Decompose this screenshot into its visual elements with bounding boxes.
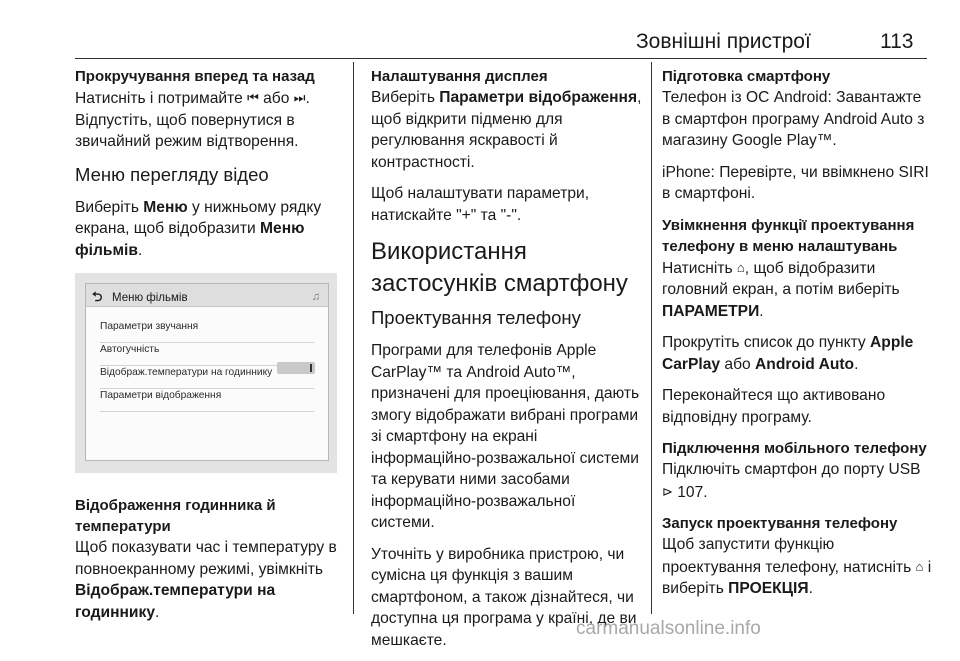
display-paragraph bbox=[371, 87, 643, 173]
start-text-pre: Щоб запустити функцію проектування телефону, натисніть bbox=[662, 536, 916, 576]
start-text-mid: і виберіть bbox=[662, 558, 932, 597]
video-text-end: . bbox=[137, 241, 143, 259]
page-number: 113 bbox=[880, 30, 914, 53]
clock-text-pre: Щоб показувати час і температуру в повноекранному режимі, увімкніть bbox=[75, 539, 337, 578]
video-text-pre: Виберіть bbox=[75, 198, 144, 216]
menu-item-clock-temperature[interactable]: Відображ.температури на годиннику bbox=[100, 362, 314, 389]
video-menu-paragraph bbox=[75, 197, 347, 262]
movie-menu-screenshot bbox=[75, 273, 337, 473]
heading-phone-projection: Проектування телефону bbox=[371, 307, 581, 328]
nav-text-pre: Натисніть і потримайте bbox=[75, 90, 248, 107]
page-reference-icon: ⊳ bbox=[662, 483, 673, 499]
screen-title-bar bbox=[86, 284, 328, 307]
menu-item-auto-volume[interactable]: Автогучність bbox=[100, 339, 314, 366]
enable-text-pre: Натисніть bbox=[662, 259, 737, 277]
video-bold-movie-menu: Меню фільмів bbox=[75, 220, 305, 259]
header-rule bbox=[75, 58, 927, 59]
projection-paragraph-2: Уточніть у виробника пристрою, чи сумісна ця функція з вашим смартфоном, а також дізнайтеся, чи доступна ця програма у країні, де ви мешкаєте. bbox=[371, 545, 637, 649]
scroll-text-end: . bbox=[854, 355, 859, 373]
video-text-mid: у нижньому рядку екрана, щоб відобразити bbox=[75, 198, 322, 237]
menu-item-display-settings[interactable]: Параметри відображення bbox=[100, 385, 314, 412]
enable-paragraph-2 bbox=[662, 332, 932, 375]
clock-paragraph bbox=[75, 537, 347, 623]
home-icon: ⌂ bbox=[736, 259, 745, 275]
enable-text-end: . bbox=[759, 302, 764, 320]
next-track-icon: ⏭ bbox=[293, 90, 306, 105]
start-bold-projection: ПРОЕКЦІЯ bbox=[728, 580, 809, 597]
enable-paragraph-1 bbox=[662, 257, 932, 323]
menu-item-sound-settings[interactable]: Параметри звучання bbox=[100, 316, 314, 343]
back-icon[interactable]: ⮌ bbox=[92, 289, 103, 304]
heading-smartphone-apps: Використання застосунків смартфону bbox=[371, 238, 628, 297]
heading-prepare-smartphone: Підготовка смартфону bbox=[662, 68, 831, 85]
bold-android-auto: Android Auto bbox=[755, 355, 855, 373]
display-text-pre: Виберіть bbox=[371, 89, 440, 106]
heading-connect-phone: Підключення мобільного телефону bbox=[662, 440, 927, 457]
display-bold-option: Параметри відображення bbox=[439, 89, 638, 106]
left-column bbox=[75, 66, 347, 633]
clock-bold-option: Відображ.температури на годиннику bbox=[75, 582, 276, 621]
prepare-paragraph-2: iPhone: Перевірте, чи ввімкнено SIRI в смартфоні. bbox=[662, 163, 929, 202]
column-divider-2 bbox=[651, 62, 652, 614]
page-header-title: Зовнішні пристрої bbox=[636, 30, 811, 53]
heading-start-projection: Запуск проектування телефону bbox=[662, 515, 898, 532]
toggle-switch[interactable] bbox=[277, 362, 315, 374]
connect-text-pre: Підключіть смартфон до порту USB bbox=[662, 461, 921, 478]
infotainment-screen bbox=[85, 283, 329, 461]
heading-display-settings: Налаштування дисплея bbox=[371, 68, 548, 85]
column-divider-1 bbox=[353, 62, 354, 614]
music-note-icon: ♫ bbox=[311, 291, 320, 303]
heading-navigation: Прокручування вперед та назад bbox=[75, 68, 315, 85]
enable-text-mid: , щоб відобразити головний екран, а потім виберіть bbox=[662, 259, 900, 298]
right-column bbox=[662, 66, 932, 610]
previous-track-icon: ⏮ bbox=[247, 90, 259, 105]
toggle-knob bbox=[310, 364, 312, 372]
heading-enable-projection: Увімкнення функції проектування телефону в меню налаштувань bbox=[662, 216, 915, 255]
start-paragraph bbox=[662, 534, 932, 600]
middle-column bbox=[371, 66, 643, 661]
screen-title: Меню фільмів bbox=[112, 292, 188, 304]
clock-text-end: . bbox=[155, 603, 160, 621]
connect-page-number: 107. bbox=[672, 483, 708, 501]
display-text-end: , щоб відкрити підменю для регулювання яскравості й контрастності. bbox=[371, 89, 642, 171]
heading-clock-temperature: Відображення годинника й температури bbox=[75, 497, 276, 535]
bold-apple-carplay: Apple CarPlay bbox=[662, 334, 914, 373]
watermark: carmanualsonline.info bbox=[576, 618, 761, 639]
prepare-paragraph-1: Телефон із ОС Android: Завантажте в смартфон програму Android Auto з магазину Google Play™. bbox=[662, 89, 925, 149]
nav-text-or: або bbox=[258, 90, 294, 107]
projection-paragraph-1: Програми для телефонів Apple CarPlay™ та Android Auto™, призначені для проеціювання, дають змогу відображати вибрані програми зі смартфону на екрані інформаційно-розважальної системи та керувати ними засобами інформаційно-розважальної системи. bbox=[371, 342, 640, 531]
enable-bold-settings: ПАРАМЕТРИ bbox=[662, 302, 760, 320]
video-bold-menu: Меню bbox=[143, 198, 188, 216]
display-paragraph-2: Щоб налаштувати параметри, натискайте "+" та "-". bbox=[371, 185, 590, 224]
nav-text-line2: Відпустіть, щоб повернутися в звичайний режим відтворення. bbox=[75, 111, 299, 150]
scroll-text-pre: Прокрутіть список до пункту bbox=[662, 334, 871, 351]
navigation-paragraph bbox=[75, 87, 347, 153]
scroll-text-or: або bbox=[720, 355, 756, 373]
connect-paragraph bbox=[662, 459, 932, 503]
home-icon-2: ⌂ bbox=[915, 558, 924, 574]
enable-paragraph-3: Переконайтеся що активовано відповідну програму. bbox=[662, 387, 886, 426]
heading-video-menu: Меню перегляду відео bbox=[75, 163, 269, 185]
nav-text-dot: . bbox=[305, 90, 310, 107]
start-text-end: . bbox=[808, 580, 813, 597]
